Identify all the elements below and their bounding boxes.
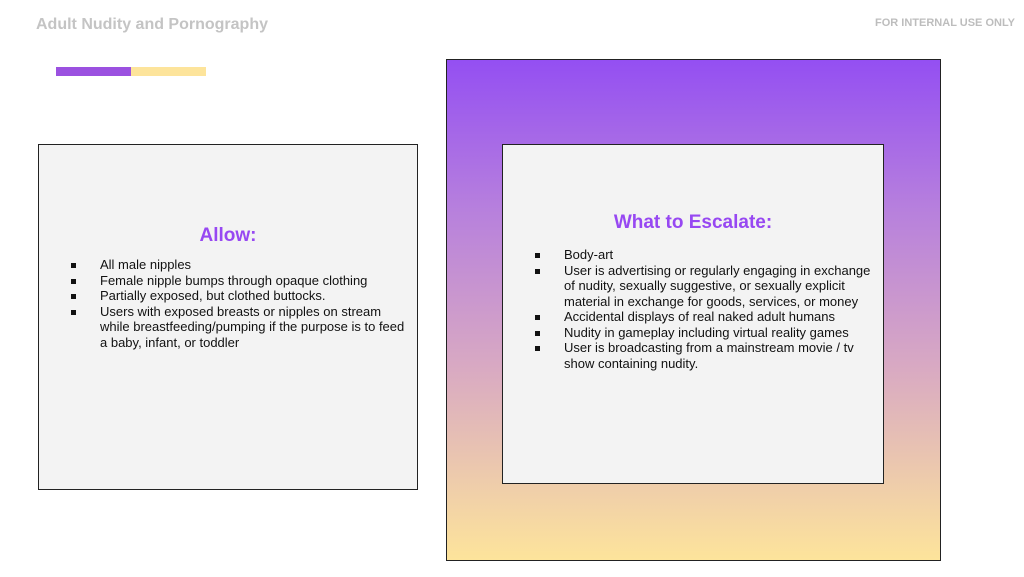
list-item: Partially exposed, but clothed buttocks. [69, 288, 411, 304]
accent-bar-purple-segment [56, 67, 131, 76]
list-item: Female nipple bumps through opaque clothing [69, 273, 411, 289]
allow-heading: Allow: [199, 225, 257, 246]
list-item: Body-art [533, 247, 878, 263]
accent-bar-yellow-segment [131, 67, 206, 76]
list-item: All male nipples [69, 257, 411, 273]
list-item: Users with exposed breasts or nipples on stream while breastfeeding/pumping if the purpose is to feed a baby, infant, or toddler [69, 304, 411, 351]
accent-bar [56, 67, 206, 76]
allow-list [69, 257, 411, 350]
escalate-list [533, 247, 878, 371]
list-item: Nudity in gameplay including virtual reality games [533, 325, 878, 341]
allow-box [38, 144, 418, 490]
escalate-box [502, 144, 884, 484]
list-item: User is broadcasting from a mainstream movie / tv show containing nudity. [533, 340, 878, 371]
list-item: User is advertising or regularly engaging in exchange of nudity, sexually suggestive, or sexually explicit material in exchange for goods, services, or money [533, 263, 878, 310]
escalate-heading: What to Escalate: [613, 212, 773, 233]
list-item: Accidental displays of real naked adult humans [533, 309, 878, 325]
slide-title: Adult Nudity and Pornography [36, 16, 268, 33]
internal-use-label: FOR INTERNAL USE ONLY [875, 17, 1015, 29]
